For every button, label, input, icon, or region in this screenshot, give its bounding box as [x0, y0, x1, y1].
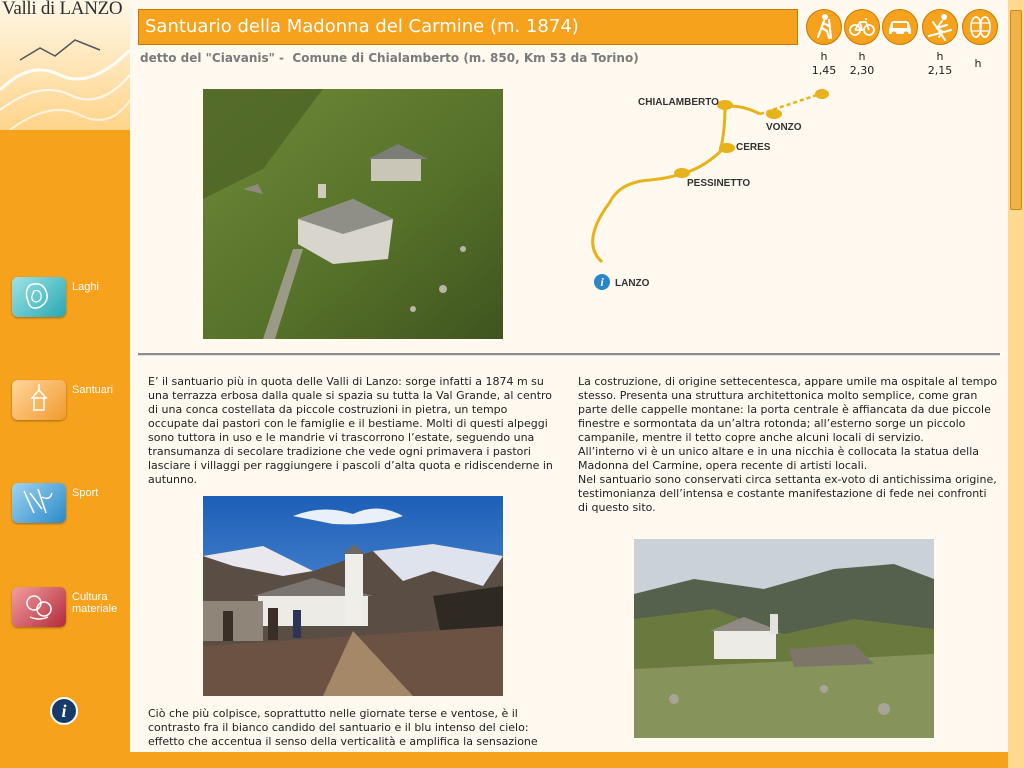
lake-icon	[12, 277, 66, 317]
skier-time: h 2,15	[927, 50, 953, 77]
hiker-time: h 1,45	[811, 50, 837, 77]
hiker-button[interactable]	[806, 9, 842, 45]
sport-icon	[12, 483, 66, 523]
sidebar-item-label: Santuari	[72, 384, 113, 396]
info-button[interactable]: i	[50, 697, 78, 725]
sanctuary-aerial-photo	[203, 89, 503, 339]
scrollbar-thumb[interactable]	[1010, 10, 1022, 210]
car-icon	[883, 10, 917, 44]
paragraph-2b: All’interno vi è un unico altare e in una nicchia è collocata la statua della Madonna del Carmine, opera recente di artisti locali.	[578, 445, 979, 472]
map-info-icon[interactable]: i	[594, 274, 610, 290]
map-label-lanzo: LANZO	[615, 278, 650, 289]
bicycle-icon	[845, 10, 879, 44]
bottom-bar	[130, 752, 1008, 768]
vertical-scrollbar[interactable]	[1008, 0, 1024, 768]
map-label-vonzo: VONZO	[766, 122, 802, 133]
page-title: Santuario della Madonna del Carmine (m. 1874)	[145, 16, 579, 37]
title-bar	[138, 9, 798, 45]
culture-icon	[12, 587, 66, 627]
contrast-paragraph	[148, 707, 558, 749]
sidebar	[0, 0, 130, 768]
snowshoe-button[interactable]	[962, 9, 998, 45]
paragraph-2a: La costruzione, di origine settecentesca, appare umile ma ospitale al tempo stesso. Presenta una struttura architettonica molto semplice, come gran parte delle cappelle montane: la porta centrale è affiancata da due piccole finestre e sormontata da un’altra rotonda; all’esterno sorge un piccolo campanile, mentre il tetto copre anche alcuni locali di servizio.	[578, 375, 998, 444]
paragraph-1: E’ il santuario più in quota delle Valli di Lanzo: sorge infatti a 1874 m su una terrazza erbosa dalla quale si spazia su tutta la Val Grande, al centro di una conca costellata da piccole costruzioni in pietra, un tempo occupate dai pastori con le famiglie e il bestiame. Molti di questi alpeggi sono tuttora in uso e le mandrie vi trascorrono l’estate, seguendo una transumanza di secolare tradizione che vede ogni primavera i pastori lasciare i villaggi per raggiungere i pascoli d’alta quota e ridiscenderne in autunno.	[148, 375, 553, 486]
section-divider	[138, 353, 1000, 356]
architecture-paragraph	[578, 375, 998, 515]
sidebar-item-laghi[interactable]	[12, 277, 127, 319]
map-label-pessinetto: PESSINETTO	[687, 178, 751, 189]
main-content	[130, 0, 1008, 768]
hiker-icon	[807, 10, 841, 44]
skier-button[interactable]	[922, 9, 958, 45]
snowshoe-icon	[963, 10, 997, 44]
car-button[interactable]	[882, 9, 918, 45]
intro-paragraph	[148, 375, 558, 487]
sidebar-item-label: Cultura materiale	[72, 591, 118, 615]
route-map	[570, 82, 830, 302]
sidebar-item-cultura-materiale[interactable]	[12, 587, 127, 629]
bicycle-time: h 2,30	[849, 50, 875, 77]
logo[interactable]	[0, 0, 130, 130]
skier-icon	[923, 10, 957, 44]
sidebar-item-santuari[interactable]	[12, 380, 127, 422]
snowshoe-time: h	[974, 57, 982, 70]
sidebar-item-label: Sport	[72, 487, 99, 499]
bicycle-button[interactable]	[844, 9, 880, 45]
sidebar-item-sport[interactable]	[12, 483, 127, 525]
map-label-chialamberto: CHIALAMBERTO	[638, 97, 719, 108]
sanctuary-mountain-photo	[203, 496, 503, 696]
sidebar-item-label: Laghi	[72, 281, 99, 293]
logo-text: Valli di LANZO	[2, 0, 123, 19]
page-subtitle: detto del "Ciavanis" - Comune di Chialamberto (m. 850, Km 53 da Torino)	[140, 51, 639, 65]
sanctuary-plateau-photo	[634, 539, 934, 738]
mountain-logo-icon	[0, 20, 130, 130]
map-label-ceres: CERES	[736, 142, 771, 153]
church-icon	[12, 380, 66, 420]
route-map-drawing	[570, 82, 830, 302]
paragraph-2c: Nel santuario sono conservati circa settanta ex-voto di antichissima origine, testimonianza dell’intensa e costante manifestazione di fede nei confronti di questo sito.	[578, 473, 997, 514]
paragraph-3: Ciò che più colpisce, soprattutto nelle giornate terse e ventose, è il contrasto fra il bianco candido del santuario e il blu intenso del cielo: effetto che accentua il senso della verticalità e amplifica la sensazione	[148, 707, 538, 748]
